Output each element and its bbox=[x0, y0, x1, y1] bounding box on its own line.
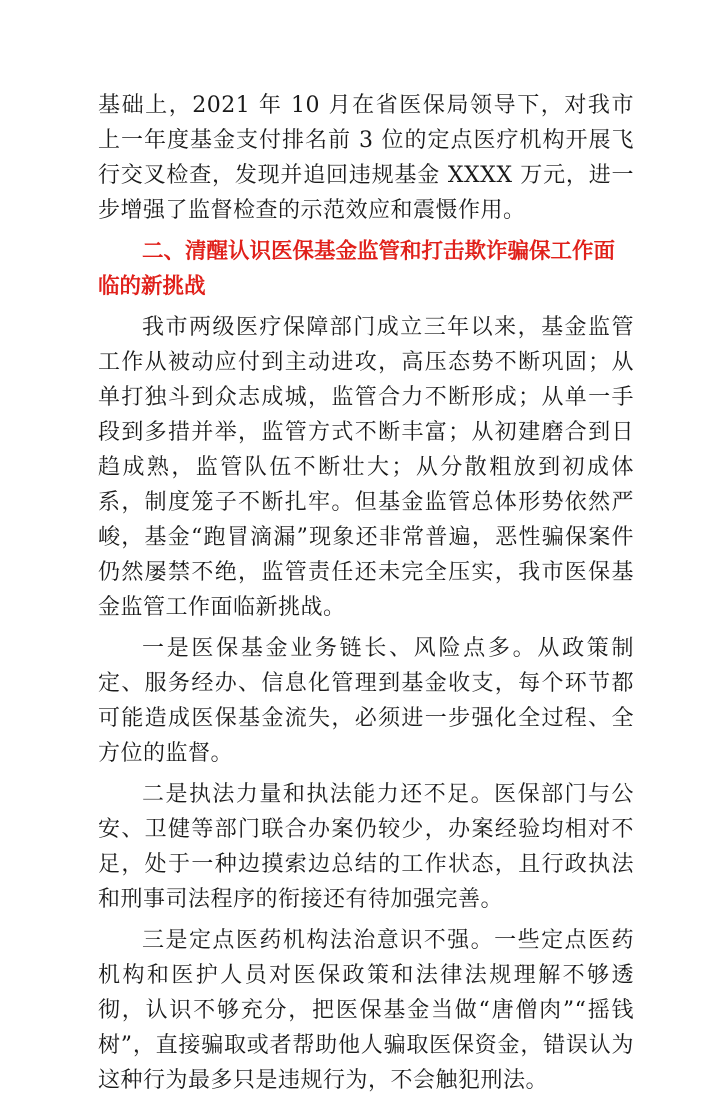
paragraph-continuation: 基础上，2021 年 10 月在省医保局领导下，对我市上一年度基金支付排名前 3 位的定点医疗机构开展飞行交叉检查，发现并追回违规基金 XXXX 万元，进一步增强了监督检查的示范效应和震慑作用。 bbox=[98, 93, 634, 223]
document-page bbox=[98, 88, 634, 1104]
paragraph-overview: 我市两级医疗保障部门成立三年以来，基金监管工作从被动应付到主动进攻，高压态势不断巩固；从单打独斗到众志成城，监管合力不断形成；从单一手段到多措并举，监管方式不断丰富；从初建磨合到日趋成熟，监管队伍不断壮大；从分散粗放到初成体系，制度笼子不断扎牢。但基金监管总体形势依然严峻，基金“跑冒滴漏”现象还非常普遍，恶性骗保案件仍然屡禁不绝，监管责任还未完全压实，我市医保基金监管工作面临新挑战。 bbox=[98, 315, 634, 620]
paragraph-point-two: 二是执法力量和执法能力还不足。医保部门与公安、卫健等部门联合办案仍较少，办案经验均相对不足，处于一种边摸索边总结的工作状态，且行政执法和刑事司法程序的衔接还有待加强完善。 bbox=[98, 782, 634, 912]
paragraph-point-three: 三是定点医药机构法治意识不强。一些定点医药机构和医护人员对医保政策和法律法规理解不够透彻，认识不够充分，把医保基金当做“唐僧肉”“摇钱树”，直接骗取或者帮助他人骗取医保资金，错误认为这种行为最多只是违规行为，不会触犯刑法。 bbox=[98, 928, 634, 1093]
paragraph-point-one: 一是医保基金业务链长、风险点多。从政策制定、服务经办、信息化管理到基金收支，每个环节都可能造成医保基金流失，必须进一步强化全过程、全方位的监督。 bbox=[98, 636, 634, 766]
section-heading: 二、清醒认识医保基金监管和打击欺诈骗保工作面临的新挑战 bbox=[98, 239, 616, 299]
